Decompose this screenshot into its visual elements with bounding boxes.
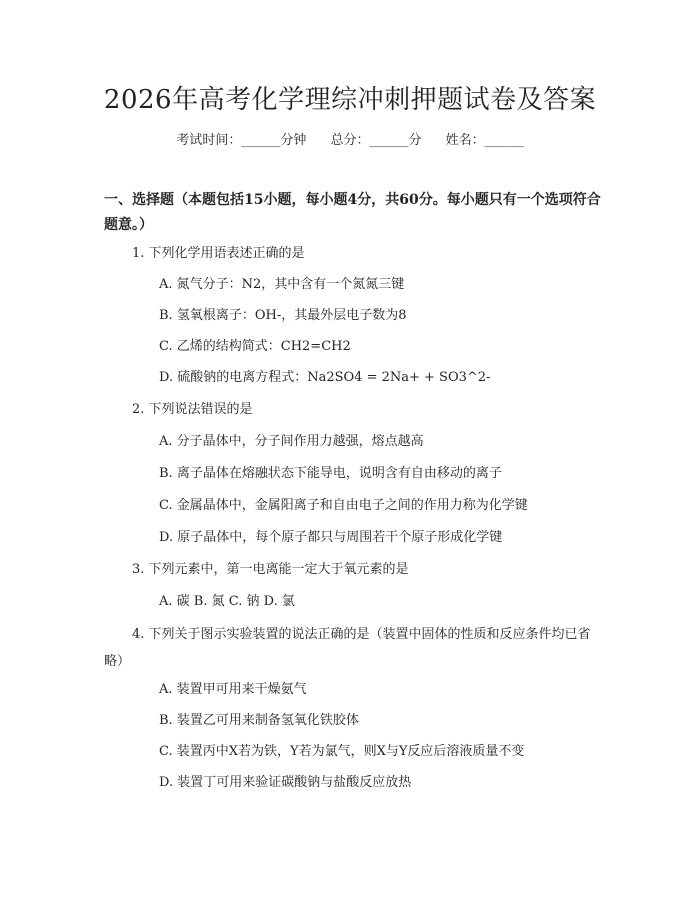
question-2-option-a: A. 分子晶体中，分子间作用力越强，熔点越高	[159, 434, 424, 449]
question-4-option-d: D. 装置丁可用来验证碳酸钠与盐酸反应放热	[159, 775, 412, 790]
exam-title: 2026年高考化学理综冲刺押题试卷及答案	[103, 85, 597, 115]
total-score-field: 总分：______分	[330, 133, 422, 148]
question-1-stem: 1. 下列化学用语表述正确的是	[132, 246, 305, 261]
exam-meta-row	[0, 131, 700, 151]
question-4-option-b: B. 装置乙可用来制备氢氧化铁胶体	[159, 713, 359, 728]
student-name-field: 姓名：______	[445, 133, 524, 148]
question-4-option-c: C. 装置丙中X若为铁，Y若为氯气，则X与Y反应后溶液质量不变	[159, 744, 525, 759]
question-2-stem: 2. 下列说法错误的是	[132, 402, 253, 417]
question-3-options: A. 碳 B. 氮 C. 钠 D. 氯	[159, 594, 295, 609]
question-3-stem: 3. 下列元素中，第一电离能一定大于氧元素的是	[132, 562, 409, 577]
question-2-option-d: D. 原子晶体中，每个原子都只与周围若干个原子形成化学键	[159, 530, 503, 545]
question-2-option-b: B. 离子晶体在熔融状态下能导电，说明含有自由移动的离子	[159, 466, 502, 481]
question-4-option-a: A. 装置甲可用来干燥氨气	[159, 682, 307, 697]
exam-time-field: 考试时间：______分钟	[176, 133, 307, 148]
question-1-option-c: C. 乙烯的结构简式：CH2=CH2	[159, 339, 351, 354]
question-1-option-a: A. 氮气分子：N2，其中含有一个氮氮三键	[159, 277, 405, 292]
section-heading-multiple-choice: 一、选择题（本题包括15小题，每小题4分，共60分。每小题只有一个选项符合题意。）	[104, 192, 601, 233]
question-1-option-d: D. 硫酸钠的电离方程式：Na2SO4 = 2Na+ + SO3^2-	[159, 370, 491, 385]
question-4-stem: 4. 下列关于图示实验装置的说法正确的是（装置中固体的性质和反应条件均已省略）	[104, 627, 591, 669]
question-1-option-b: B. 氢氧根离子：OH-，其最外层电子数为8	[159, 308, 407, 323]
question-2-option-c: C. 金属晶体中，金属阳离子和自由电子之间的作用力称为化学键	[159, 498, 528, 513]
